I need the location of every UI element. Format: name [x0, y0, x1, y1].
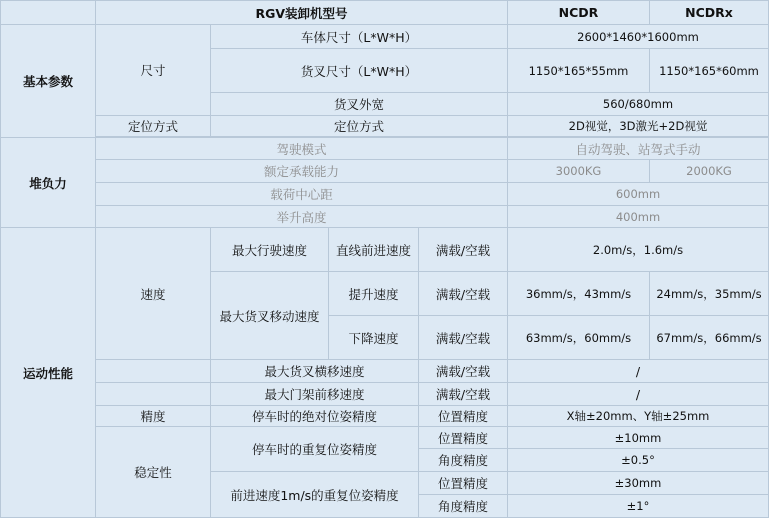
- rated-load-ncdr: 3000KG: [508, 160, 650, 183]
- group-load: 堆负力: [1, 138, 96, 228]
- mast-label: 最大门架前移速度: [211, 383, 419, 406]
- fork-size-ncdrx: 1150*165*60mm: [650, 49, 769, 93]
- rated-load-label: 额定承载能力: [96, 160, 508, 183]
- load-state: 满载/空载: [419, 316, 508, 360]
- positioning-sub: 定位方式: [211, 116, 508, 137]
- load-state: 满载/空载: [419, 383, 508, 406]
- repeat-stop-label: 停车时的重复位姿精度: [211, 427, 419, 472]
- body-size-label: 车体尺寸（L*W*H）: [211, 25, 508, 49]
- straight-label: 直线前进速度: [329, 228, 419, 272]
- repeat-move-pos: ±30mm: [508, 472, 769, 495]
- angle-precision: 角度精度: [419, 495, 508, 518]
- abs-precision-value: X轴±20mm、Y轴±25mm: [508, 406, 769, 427]
- col-ncdrx: NCDRx: [650, 1, 769, 25]
- lift-ncdrx: 24mm/s，35mm/s: [650, 272, 769, 316]
- group-motion: 运动性能: [1, 228, 96, 518]
- lower-ncdrx: 67mm/s，66mm/s: [650, 316, 769, 360]
- empty-cell: [96, 383, 211, 406]
- group-basic: 基本参数: [1, 25, 96, 138]
- corner-cell: [1, 1, 96, 25]
- lift-ncdr: 36mm/s，43mm/s: [508, 272, 650, 316]
- load-state: 满载/空载: [419, 228, 508, 272]
- repeat-move-angle: ±1°: [508, 495, 769, 518]
- max-travel-label: 最大行驶速度: [211, 228, 329, 272]
- col-ncdr: NCDR: [508, 1, 650, 25]
- load-state: 满载/空载: [419, 272, 508, 316]
- lift-height-value: 400mm: [508, 206, 769, 228]
- position-precision: 位置精度: [419, 427, 508, 449]
- load-center-value: 600mm: [508, 183, 769, 206]
- fork-traverse-label: 最大货叉横移速度: [211, 360, 419, 383]
- fork-width-value: 560/680mm: [508, 93, 769, 116]
- drive-mode-label: 驾驶模式: [96, 138, 508, 160]
- precision-label: 精度: [96, 406, 211, 427]
- angle-precision: 角度精度: [419, 449, 508, 472]
- fork-width-label: 货叉外宽: [211, 93, 508, 116]
- positioning-label: 定位方式: [96, 116, 211, 137]
- load-center-label: 载荷中心距: [96, 183, 508, 206]
- lower-speed-label: 下降速度: [329, 316, 419, 360]
- position-precision: 位置精度: [419, 472, 508, 495]
- lower-ncdr: 63mm/s，60mm/s: [508, 316, 650, 360]
- max-fork-label: 最大货叉移动速度: [211, 272, 329, 360]
- drive-mode-value: 自动驾驶、站驾式手动: [508, 138, 769, 160]
- repeat-move-label: 前进速度1m/s的重复位姿精度: [211, 472, 419, 518]
- empty-cell: [96, 360, 211, 383]
- load-state: 满载/空载: [419, 360, 508, 383]
- position-precision: 位置精度: [419, 406, 508, 427]
- size-label: 尺寸: [96, 25, 211, 116]
- rated-load-ncdrx: 2000KG: [650, 160, 769, 183]
- speed-label: 速度: [96, 228, 211, 360]
- model-label: RGV装卸机型号: [96, 1, 508, 25]
- repeat-stop-pos: ±10mm: [508, 427, 769, 449]
- fork-size-ncdr: 1150*165*55mm: [508, 49, 650, 93]
- lift-height-label: 举升高度: [96, 206, 508, 228]
- mast-value: /: [508, 383, 769, 406]
- fork-traverse-value: /: [508, 360, 769, 383]
- repeat-stop-angle: ±0.5°: [508, 449, 769, 472]
- straight-value: 2.0m/s，1.6m/s: [508, 228, 769, 272]
- stability-label: 稳定性: [96, 427, 211, 518]
- body-size-value: 2600*1460*1600mm: [508, 25, 769, 49]
- abs-precision-label: 停车时的绝对位姿精度: [211, 406, 419, 427]
- positioning-value: 2D视觉，3D激光+2D视觉: [508, 116, 769, 137]
- fork-size-label: 货叉尺寸（L*W*H）: [211, 49, 508, 93]
- lift-speed-label: 提升速度: [329, 272, 419, 316]
